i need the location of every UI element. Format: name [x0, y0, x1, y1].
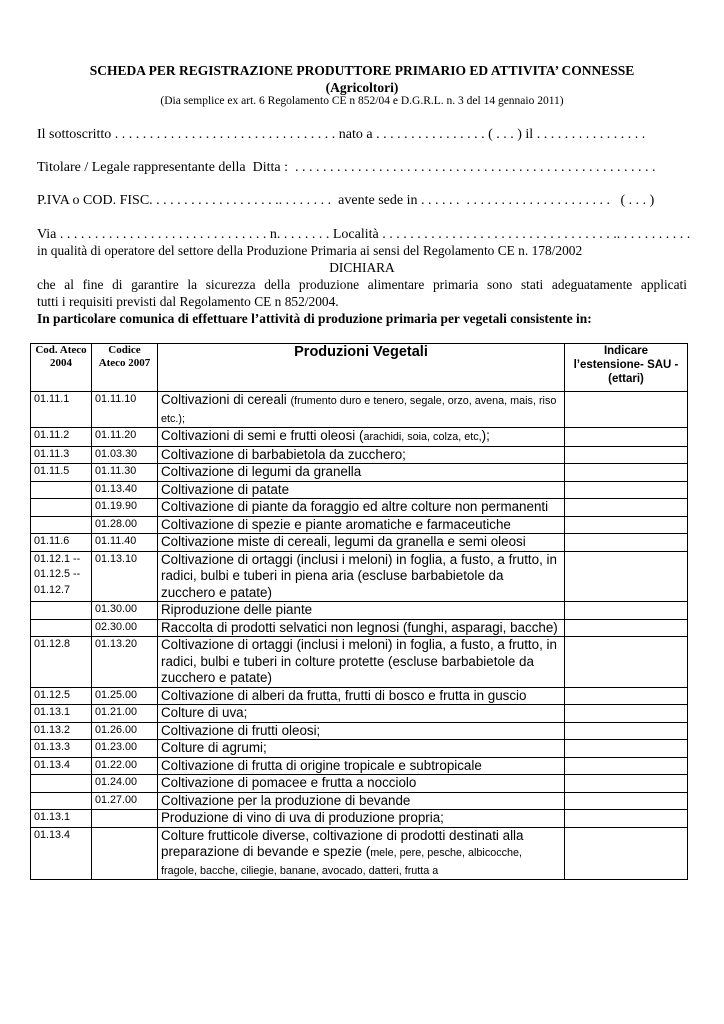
- cell-estensione-input[interactable]: [565, 810, 688, 828]
- cell-estensione-input[interactable]: [565, 637, 688, 688]
- table-row: [31, 705, 688, 723]
- cell-estensione-input[interactable]: [565, 551, 688, 602]
- produzione-label: Raccolta di prodotti selvatici non legnosi (funghi, asparagi, bacche): [161, 619, 558, 635]
- table-row: [31, 827, 688, 880]
- cell-produzione: [158, 637, 565, 688]
- cell-estensione-input[interactable]: [565, 619, 688, 637]
- cell-estensione-input[interactable]: [565, 464, 688, 482]
- col-header-ateco-2004: Cod. Ateco 2004: [31, 344, 92, 392]
- produzione-label: Coltivazione di barbabietola da zucchero;: [161, 446, 406, 462]
- cell-ateco-2007: 01.13.40: [92, 481, 158, 499]
- cell-estensione-input[interactable]: [565, 775, 688, 793]
- table-row: [31, 740, 688, 758]
- table-row: [31, 392, 688, 428]
- cell-produzione: [158, 792, 565, 810]
- cell-ateco-2007: 01.30.00: [92, 602, 158, 620]
- produzione-label: Coltivazione di legumi da granella: [161, 464, 362, 479]
- cell-ateco-2004: 01.11.1: [31, 392, 92, 428]
- cell-produzione: [158, 827, 565, 880]
- cell-ateco-2007: 01.03.30: [92, 446, 158, 464]
- cell-ateco-2004: [31, 499, 92, 517]
- paragraph-qualita: in qualità di operatore del settore della Produzione Primaria ai sensi del Regolamento CE n. 178/2002: [37, 243, 583, 258]
- cell-ateco-2004: [31, 481, 92, 499]
- col-header-ateco-2007: Codice Ateco 2007: [92, 344, 158, 392]
- cell-ateco-2004: [31, 602, 92, 620]
- cell-ateco-2004: 01.13.1: [31, 705, 92, 723]
- cell-produzione: [158, 810, 565, 828]
- cell-ateco-2007: 01.25.00: [92, 687, 158, 705]
- produzione-label-end: );: [481, 428, 490, 443]
- cell-ateco-2004: [31, 516, 92, 534]
- cell-produzione: [158, 602, 565, 620]
- document-reference: (Dia semplice ex art. 6 Regolamento CE n 852/04 e D.G.R.L. n. 3 del 14 gennaio 2011): [160, 95, 564, 107]
- table-row: [31, 481, 688, 499]
- cell-estensione-input[interactable]: [565, 757, 688, 775]
- cell-produzione: [158, 499, 565, 517]
- cell-ateco-2007: 01.11.30: [92, 464, 158, 482]
- cell-ateco-2007: 01.13.10: [92, 551, 158, 602]
- produzione-label: Coltivazione di piante da foraggio ed altre colture non permanenti: [161, 499, 549, 514]
- cell-produzione: [158, 740, 565, 758]
- cell-estensione-input[interactable]: [565, 499, 688, 517]
- produzione-note: mele, pere, pesche, albicocche, fragole, bacche, ciliegie, banane, avocado, datteri, frutta a: [161, 847, 523, 877]
- cell-produzione: [158, 534, 565, 552]
- produzione-label: Coltivazione di spezie e piante aromatiche e farmaceutiche: [161, 516, 511, 532]
- cell-estensione-input[interactable]: [565, 481, 688, 499]
- produzione-label: Coltivazione di frutti oleosi;: [161, 722, 321, 738]
- produzione-label: Colture di agrumi;: [161, 740, 267, 755]
- table-row: [31, 619, 688, 637]
- produzione-label: Produzione di vino di uva di produzione propria;: [161, 810, 444, 825]
- document-title: SCHEDA PER REGISTRAZIONE PRODUTTORE PRIMARIO ED ATTIVITA’ CONNESSE: [89, 63, 635, 78]
- table-row: [31, 775, 688, 793]
- document-subtitle: (Agricoltori): [325, 80, 399, 95]
- cell-produzione: [158, 516, 565, 534]
- produzione-note: arachidi, soia, colza, etc,: [363, 431, 482, 443]
- cell-estensione-input[interactable]: [565, 740, 688, 758]
- produzione-label: Coltivazione miste di cereali, legumi da granella e semi oleosi: [161, 534, 526, 549]
- table-row: [31, 687, 688, 705]
- produzione-label: Colture frutticole diverse, coltivazione di prodotti destinati alla preparazione di bevande e spezie (: [161, 827, 524, 859]
- col-header-produzioni: Produzioni Vegetali: [158, 344, 565, 392]
- cell-ateco-2004: [31, 775, 92, 793]
- cell-ateco-2004: 01.13.4: [31, 757, 92, 775]
- cell-ateco-2007: 01.11.20: [92, 428, 158, 447]
- table-row: [31, 516, 688, 534]
- cell-ateco-2007: 01.22.00: [92, 757, 158, 775]
- cell-estensione-input[interactable]: [565, 392, 688, 428]
- cell-estensione-input[interactable]: [565, 602, 688, 620]
- cell-ateco-2007: [92, 827, 158, 880]
- cell-ateco-2004: 01.11.3: [31, 446, 92, 464]
- cell-ateco-2004: [31, 792, 92, 810]
- cell-ateco-2004: 01.11.6: [31, 534, 92, 552]
- cell-ateco-2004: 01.12.5: [31, 687, 92, 705]
- cell-produzione: [158, 619, 565, 637]
- cell-produzione: [158, 464, 565, 482]
- form-line-sottoscritto: Il sottoscritto . . . . . . . . . . . . . . . . . . . . . . . . . . . . . . . . nato a . . . . . . . . . . . . . . . . ( . . . ) il . . . . . . . . . . . . . . . .: [37, 127, 646, 142]
- table-header-row: [31, 344, 688, 392]
- cell-estensione-input[interactable]: [565, 722, 688, 740]
- produzioni-table: [30, 343, 688, 880]
- table-row: [31, 757, 688, 775]
- produzione-label: Coltivazione di ortaggi (inclusi i meloni) in foglia, a fusto, a frutto, in radici, bulbi e tuberi in piena aria (escluse barbabietole da zucchero e patate): [161, 551, 557, 600]
- cell-produzione: [158, 481, 565, 499]
- cell-estensione-input[interactable]: [565, 446, 688, 464]
- cell-produzione: [158, 705, 565, 723]
- produzione-note: (frumento duro e tenero, segale, orzo, avena, mais, riso etc.);: [161, 395, 557, 425]
- cell-ateco-2004: 01.12.8: [31, 637, 92, 688]
- cell-ateco-2007: 01.23.00: [92, 740, 158, 758]
- dichiara-heading: DICHIARA: [329, 260, 395, 275]
- produzione-label: Coltivazione per la produzione di bevande: [161, 792, 411, 808]
- cell-produzione: [158, 775, 565, 793]
- table-row: [31, 534, 688, 552]
- cell-ateco-2004: 01.13.4: [31, 827, 92, 880]
- cell-ateco-2004: 01.11.5: [31, 464, 92, 482]
- cell-ateco-2007: 02.30.00: [92, 619, 158, 637]
- cell-estensione-input[interactable]: [565, 705, 688, 723]
- produzione-label: Riproduzione delle piante: [161, 602, 313, 617]
- cell-ateco-2007: 01.11.40: [92, 534, 158, 552]
- paragraph-sicurezza: che al fine di garantire la sicurezza della produzione alimentare primaria sono stati adeguatamente applicati: [37, 277, 687, 292]
- cell-ateco-2007: 01.28.00: [92, 516, 158, 534]
- produzione-label: Coltivazioni di semi e frutti oleosi (: [161, 428, 364, 443]
- cell-ateco-2007: 01.21.00: [92, 705, 158, 723]
- cell-ateco-2007: 01.24.00: [92, 775, 158, 793]
- form-line-via: Via . . . . . . . . . . . . . . . . . . . . . . . . . . . . . . n. . . . . . . . Località . . . . . . . . . . . . . . . . . . . . . . . . . . . . . . . . . .. . . . . . . . . . .: [37, 227, 691, 242]
- form-line-piva: P.IVA o COD. FISC. . . . . . . . . . . . . . . . . . .. . . . . . . . avente sede in . . . . . . . . . . . . . . . . . . . . . . . . . . . ( . . . ): [37, 193, 655, 208]
- paragraph-comunica: In particolare comunica di effettuare l’attività di produzione primaria per vegetali consistente in:: [37, 311, 592, 326]
- cell-ateco-2004: 01.13.1: [31, 810, 92, 828]
- table-row: [31, 602, 688, 620]
- table-row: [31, 792, 688, 810]
- cell-estensione-input[interactable]: [565, 792, 688, 810]
- table-row: [31, 428, 688, 447]
- produzione-label: Coltivazione di frutta di origine tropicale e subtropicale: [161, 757, 482, 773]
- produzione-label: Coltivazione di ortaggi (inclusi i meloni) in foglia, a fusto, a frutto, in radici, bulbi e tuberi in colture protette (escluse barbabietole da zucchero e patate): [161, 637, 557, 685]
- cell-produzione: [158, 551, 565, 602]
- table-row: [31, 637, 688, 688]
- cell-ateco-2004: 01.12.1 -- 01.12.5 -- 01.12.7: [31, 551, 92, 602]
- cell-ateco-2004: 01.13.2: [31, 722, 92, 740]
- form-line-titolare: Titolare / Legale rappresentante della Ditta : . . . . . . . . . . . . . . . . . . . . . . . . . . . . . . . . . . . . . . . . . . . . . . . . . . . .: [37, 160, 656, 175]
- produzione-label: Coltivazione di patate: [161, 481, 290, 497]
- cell-estensione-input[interactable]: [565, 827, 688, 880]
- table-row: [31, 464, 688, 482]
- table-row: [31, 810, 688, 828]
- cell-produzione: [158, 722, 565, 740]
- produzione-label: Coltivazione di alberi da frutta, frutti di bosco e frutta in guscio: [161, 687, 527, 703]
- cell-ateco-2007: 01.26.00: [92, 722, 158, 740]
- table-row: [31, 722, 688, 740]
- table-row: [31, 551, 688, 602]
- cell-ateco-2007: 01.11.10: [92, 392, 158, 428]
- cell-ateco-2007: 01.13.20: [92, 637, 158, 688]
- cell-produzione: [158, 757, 565, 775]
- cell-ateco-2004: 01.13.3: [31, 740, 92, 758]
- cell-estensione-input[interactable]: [565, 516, 688, 534]
- cell-produzione: [158, 687, 565, 705]
- cell-ateco-2004: 01.11.2: [31, 428, 92, 447]
- cell-ateco-2007: 01.19.90: [92, 499, 158, 517]
- table-row: [31, 499, 688, 517]
- cell-ateco-2007: [92, 810, 158, 828]
- paragraph-requisiti: tutti i requisiti previsti dal Regolamento CE n 852/2004.: [37, 294, 339, 309]
- cell-ateco-2007: 01.27.00: [92, 792, 158, 810]
- cell-produzione: [158, 392, 565, 428]
- produzione-label: Colture di uva;: [161, 705, 248, 720]
- produzione-label: Coltivazione di pomacee e frutta a nocciolo: [161, 775, 417, 790]
- cell-estensione-input[interactable]: [565, 687, 688, 705]
- cell-produzione: [158, 428, 565, 447]
- cell-produzione: [158, 446, 565, 464]
- cell-ateco-2004: [31, 619, 92, 637]
- produzione-label: Coltivazioni di cereali: [161, 392, 291, 407]
- cell-estensione-input[interactable]: [565, 428, 688, 447]
- table-row: [31, 446, 688, 464]
- cell-estensione-input[interactable]: [565, 534, 688, 552]
- col-header-estensione: Indicare l’estensione- SAU - (ettari): [565, 344, 688, 392]
